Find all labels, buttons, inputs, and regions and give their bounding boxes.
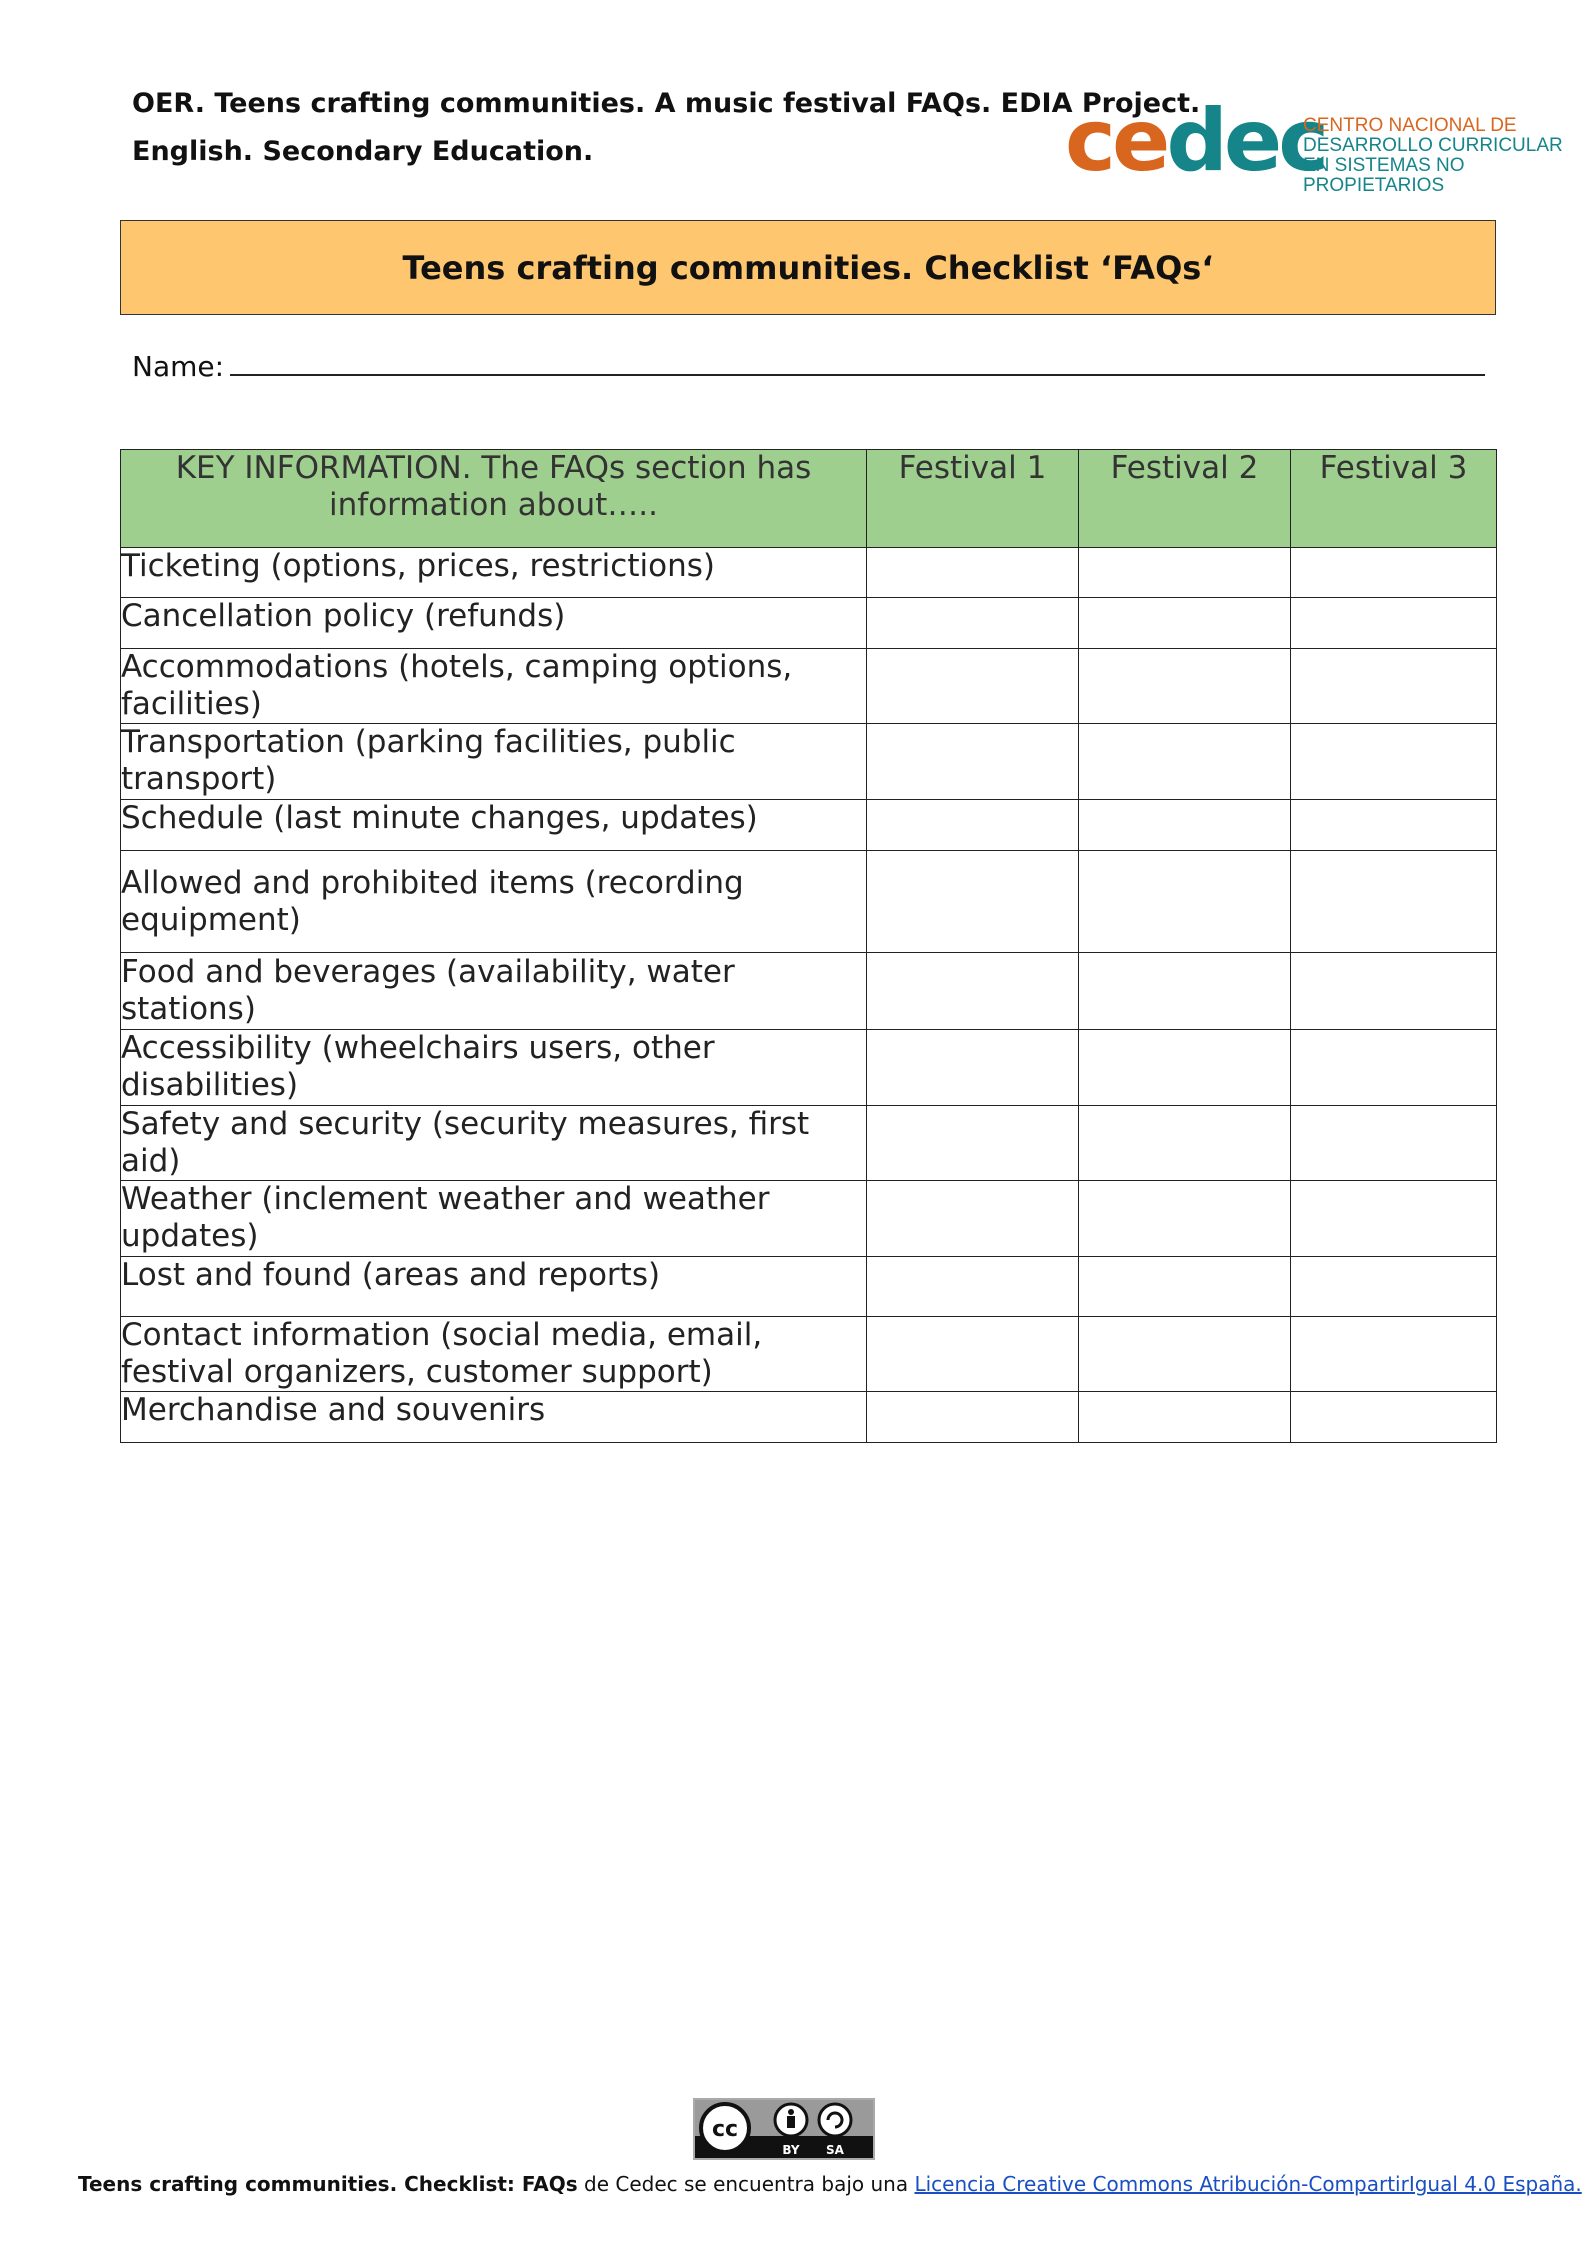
row-label: Safety and security (security measures, first aid) xyxy=(121,1106,867,1181)
festival-2-checkbox-cell[interactable] xyxy=(1079,1030,1291,1106)
festival-3-checkbox-cell[interactable] xyxy=(1291,1392,1497,1443)
cc-license-icon xyxy=(695,2100,873,2158)
festival-3-checkbox-cell[interactable] xyxy=(1291,598,1497,649)
festival-1-checkbox-cell[interactable] xyxy=(867,1181,1079,1257)
table-row xyxy=(121,1392,1497,1443)
table-row xyxy=(121,851,1497,953)
festival-2-checkbox-cell[interactable] xyxy=(1079,851,1291,953)
row-label: Ticketing (options, prices, restrictions) xyxy=(121,548,867,598)
festival-2-checkbox-cell[interactable] xyxy=(1079,800,1291,851)
row-label: Weather (inclement weather and weather updates) xyxy=(121,1181,867,1257)
festival-3-checkbox-cell[interactable] xyxy=(1291,1181,1497,1257)
footer-mid-text: de Cedec se encuentra bajo una xyxy=(577,2172,915,2196)
festival-3-checkbox-cell[interactable] xyxy=(1291,1106,1497,1181)
row-label: Accessibility (wheelchairs users, other disabilities) xyxy=(121,1030,867,1106)
festival-2-checkbox-cell[interactable] xyxy=(1079,598,1291,649)
row-label: Food and beverages (availability, water stations) xyxy=(121,953,867,1030)
festival-1-checkbox-cell[interactable] xyxy=(867,1392,1079,1443)
festival-3-header: Festival 3 xyxy=(1291,450,1497,548)
table-row xyxy=(121,598,1497,649)
logo-subtitle-line1: CENTRO NACIONAL DE xyxy=(1303,115,1517,136)
cedec-logo xyxy=(1065,91,1585,196)
name-field[interactable] xyxy=(132,348,1485,383)
festival-2-header: Festival 2 xyxy=(1079,450,1291,548)
row-label: Allowed and prohibited items (recording equipment) xyxy=(121,851,867,953)
festival-3-checkbox-cell[interactable] xyxy=(1291,1030,1497,1106)
festival-1-checkbox-cell[interactable] xyxy=(867,1106,1079,1181)
festival-2-checkbox-cell[interactable] xyxy=(1079,953,1291,1030)
festival-2-checkbox-cell[interactable] xyxy=(1079,1392,1291,1443)
festival-2-checkbox-cell[interactable] xyxy=(1079,1181,1291,1257)
sa-label: SA xyxy=(826,2143,844,2157)
festival-2-checkbox-cell[interactable] xyxy=(1079,1257,1291,1317)
festival-1-checkbox-cell[interactable] xyxy=(867,1030,1079,1106)
festival-1-header: Festival 1 xyxy=(867,450,1079,548)
sa-share-icon xyxy=(819,2104,851,2136)
cc-by-sa-badge[interactable] xyxy=(693,2098,875,2160)
row-label: Schedule (last minute changes, updates) xyxy=(121,800,867,851)
footer-work-title: Teens crafting communities. Checklist: FAQs xyxy=(78,2172,578,2196)
table-row xyxy=(121,649,1497,724)
row-label: Merchandise and souvenirs xyxy=(121,1392,867,1443)
festival-1-checkbox-cell[interactable] xyxy=(867,851,1079,953)
festival-2-checkbox-cell[interactable] xyxy=(1079,548,1291,598)
festival-2-checkbox-cell[interactable] xyxy=(1079,1317,1291,1392)
festival-1-checkbox-cell[interactable] xyxy=(867,724,1079,800)
festival-2-checkbox-cell[interactable] xyxy=(1079,1106,1291,1181)
document-header-line2: English. Secondary Education. xyxy=(132,136,594,167)
table-row xyxy=(121,1106,1497,1181)
cc-label: cc xyxy=(711,2117,739,2142)
faq-checklist-table xyxy=(120,449,1497,1443)
festival-3-checkbox-cell[interactable] xyxy=(1291,649,1497,724)
logo-subtitle-line3: EN SISTEMAS NO PROPIETARIOS xyxy=(1303,155,1465,196)
table-row xyxy=(121,953,1497,1030)
row-label: Lost and found (areas and reports) xyxy=(121,1257,867,1317)
logo-wordmark xyxy=(1065,91,1326,191)
table-row xyxy=(121,724,1497,800)
festival-3-checkbox-cell[interactable] xyxy=(1291,953,1497,1030)
festival-1-checkbox-cell[interactable] xyxy=(867,649,1079,724)
festival-2-checkbox-cell[interactable] xyxy=(1079,724,1291,800)
festival-3-checkbox-cell[interactable] xyxy=(1291,724,1497,800)
festival-2-checkbox-cell[interactable] xyxy=(1079,649,1291,724)
festival-3-checkbox-cell[interactable] xyxy=(1291,1257,1497,1317)
festival-1-checkbox-cell[interactable] xyxy=(867,548,1079,598)
festival-3-checkbox-cell[interactable] xyxy=(1291,800,1497,851)
row-label: Accommodations (hotels, camping options, facilities) xyxy=(121,649,867,724)
festival-1-checkbox-cell[interactable] xyxy=(867,1257,1079,1317)
by-label: BY xyxy=(782,2143,800,2157)
logo-subtitle xyxy=(1303,116,1585,196)
key-information-header: KEY INFORMATION. The FAQs section has information about….. xyxy=(121,450,867,548)
logo-word-part2: dec xyxy=(1166,91,1326,191)
checklist-title: Teens crafting communities. Checklist ‘FAQs‘ xyxy=(120,220,1496,315)
row-label: Cancellation policy (refunds) xyxy=(121,598,867,649)
table-header-row xyxy=(121,450,1497,548)
row-label: Contact information (social media, email, festival organizers, customer support) xyxy=(121,1317,867,1392)
festival-3-checkbox-cell[interactable] xyxy=(1291,548,1497,598)
festival-1-checkbox-cell[interactable] xyxy=(867,598,1079,649)
festival-1-checkbox-cell[interactable] xyxy=(867,800,1079,851)
festival-1-checkbox-cell[interactable] xyxy=(867,953,1079,1030)
table-row xyxy=(121,548,1497,598)
table-row xyxy=(121,1030,1497,1106)
table-row xyxy=(121,1257,1497,1317)
festival-1-checkbox-cell[interactable] xyxy=(867,1317,1079,1392)
row-label: Transportation (parking facilities, public transport) xyxy=(121,724,867,800)
logo-subtitle-line2: DESARROLLO CURRICULAR xyxy=(1303,135,1563,156)
table-row xyxy=(121,1181,1497,1257)
name-label: Name: xyxy=(132,350,225,383)
license-footer xyxy=(78,2172,1582,2196)
document-header-line1: OER. Teens crafting communities. A music festival FAQs. EDIA Project. xyxy=(132,88,1201,119)
table-row xyxy=(121,800,1497,851)
table-row xyxy=(121,1317,1497,1392)
name-blank-line[interactable] xyxy=(230,348,1485,376)
logo-word-part1: ce xyxy=(1065,91,1167,191)
festival-3-checkbox-cell[interactable] xyxy=(1291,851,1497,953)
license-link[interactable]: Licencia Creative Commons Atribución-CompartirIgual 4.0 España. xyxy=(914,2172,1582,2196)
festival-3-checkbox-cell[interactable] xyxy=(1291,1317,1497,1392)
